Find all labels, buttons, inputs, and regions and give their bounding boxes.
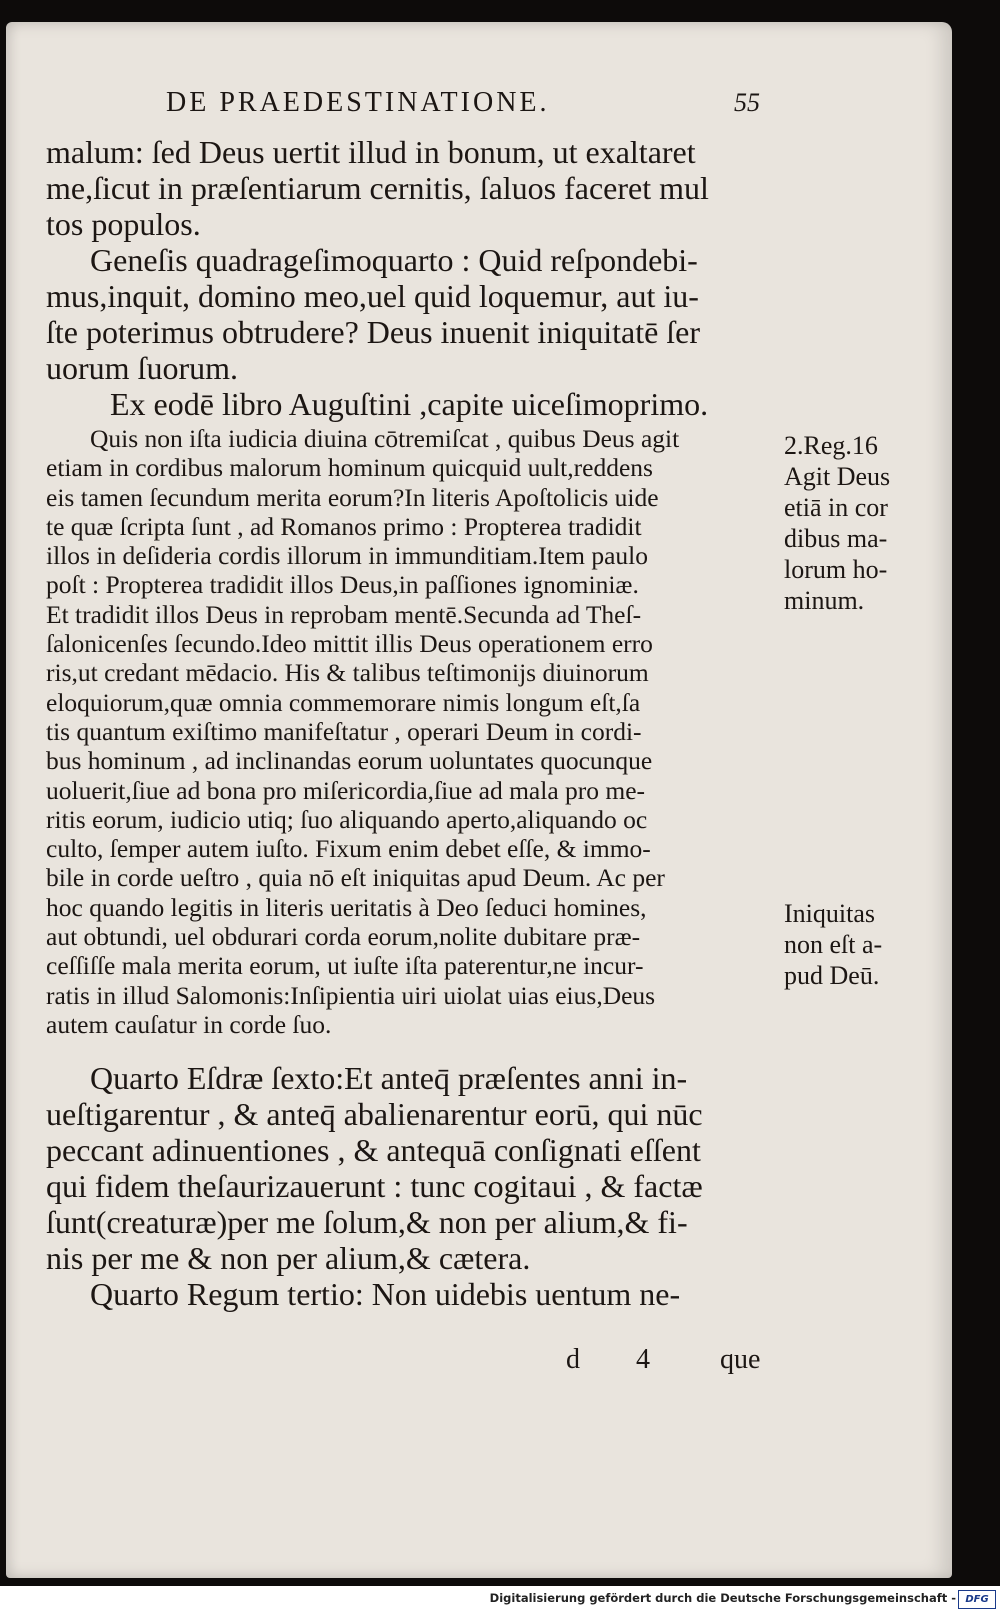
margin-line: Iniquitas — [784, 899, 875, 928]
text-line: ſunt(creaturæ)per me ſolum,& non per alium,& fi- — [46, 1204, 688, 1240]
margin-line: pud Deū. — [784, 961, 880, 990]
body-text-bottom — [46, 1060, 703, 1312]
text-line: nis per me & non per alium,& cætera. — [46, 1240, 531, 1276]
text-line: etiam in cordibus malorum hominum quicquid uult,reddens — [46, 453, 653, 483]
section-heading: Ex eodē libro Auguſtini ,capite uiceſimoprimo. — [110, 386, 709, 422]
text-line: Quarto Regum tertio: Non uidebis uentum ne- — [90, 1276, 681, 1312]
footer-bar — [0, 1586, 1000, 1612]
text-line: ris,ut credant mēdacio. His & talibus teſtimonijs diuinorum — [46, 658, 649, 688]
text-line: hoc quando legitis in literis ueritatis à Deo ſeduci homines, — [46, 892, 647, 922]
text-line: ueſtigarentur , & anteq̄ abalienarentur eorū, qui nūc — [46, 1096, 703, 1132]
text-line: peccant adinuentiones , & antequā conſignati eſſent — [46, 1132, 701, 1168]
text-line: eloquiorum,quæ omnia commemorare nimis longum eſt,ſa — [46, 687, 641, 717]
body-text-quote — [46, 424, 679, 1039]
margin-line: Agit Deus — [784, 462, 891, 491]
marginal-note-iniquitas — [784, 898, 882, 991]
text-line: ceſſiſſe mala merita eorum, ut iuſte iſta paterentur,ne incur- — [46, 951, 644, 981]
text-line: tos populos. — [46, 206, 201, 242]
page-number: 55 — [734, 88, 760, 117]
text-line: me,ſicut in præſentiarum cernitis, ſaluos faceret mul — [46, 170, 709, 206]
text-line: ritis eorum, iudicio utiq; ſuo aliquando aperto,aliquando oc — [46, 804, 648, 834]
text-line: uoluerit,ſiue ad bona pro miſericordia,ſiue ad mala pro me- — [46, 775, 646, 805]
body-text-top — [46, 134, 709, 422]
text-line: mus,inquit, domino meo,uel quid loquemur, aut iu- — [46, 278, 699, 314]
book-page — [6, 22, 952, 1578]
text-line: Quis non iſta iudicia diuina cōtremiſcat , quibus Deus agit — [90, 424, 680, 453]
text-line: Et tradidit illos Deus in reprobam mentē.Secunda ad Theſ- — [46, 599, 642, 629]
margin-line: minum. — [784, 586, 865, 615]
text-line: ſte poterimus obtrudere? Deus inuenit iniquitatē ſer — [46, 314, 701, 350]
margin-line: lorum ho- — [784, 555, 888, 584]
running-head: DE PRAEDESTINATIONE. — [166, 87, 550, 118]
text-line: aut obtundi, uel obdurari corda eorum,nolite dubitare præ- — [46, 922, 641, 952]
text-line: qui fidem theſaurizauerunt : tunc cogitaui , & factæ — [46, 1168, 703, 1204]
text-line: eis tamen ſecundum merita eorum?In literis Apoſtolicis uide — [46, 482, 659, 512]
text-line: malum: ſed Deus uertit illud in bonum, ut exaltaret — [46, 134, 696, 170]
margin-line: etiā in cor — [784, 493, 888, 522]
catchword: que — [720, 1344, 761, 1375]
dfg-logo-icon: DFG — [958, 1590, 996, 1609]
text-line: ratis in illud Salomonis:Inſipientia uiri uiolat uias eius,Deus — [46, 980, 656, 1010]
text-line: poſt : Propterea tradidit illos Deus,in paſſiones ignominiæ. — [46, 570, 639, 600]
signature-number: 4 — [636, 1344, 650, 1375]
text-line: Quarto Eſdræ ſexto:Et anteq̄ præſentes anni in- — [90, 1060, 688, 1096]
footer-credit: Digitalisierung gefördert durch die Deutsche Forschungsgemeinschaft - — [489, 1591, 956, 1605]
margin-line: dibus ma- — [784, 524, 888, 553]
text-line: tis quantum exiſtimo manifeſtatur , operari Deum in cordi- — [46, 716, 642, 746]
text-line: culto, ſemper autem iuſto. Fixum enim debet eſſe, & immo- — [46, 834, 651, 864]
text-line: bile in corde ueſtro , quia nō eſt iniquitas apud Deum. Ac per — [46, 863, 665, 893]
margin-line: 2.Reg.16 — [784, 431, 878, 460]
text-line: Geneſis quadrageſimoquarto : Quid reſpondebi- — [90, 242, 698, 278]
text-line: ſalonicenſes ſecundo.Ideo mittit illis Deus operationem erro — [46, 629, 653, 659]
text-line: te quæ ſcripta ſunt , ad Romanos primo : Propterea tradidit — [46, 511, 642, 541]
text-line: uorum ſuorum. — [46, 350, 238, 386]
marginal-note-agit-deus — [784, 430, 890, 616]
text-line: illos in deſideria cordis illorum in immunditiam.Item paulo — [46, 541, 648, 571]
signature-mark: d — [566, 1344, 580, 1375]
text-line: autem cauſatur in corde ſuo. — [46, 1009, 332, 1039]
margin-line: non eſt a- — [784, 930, 883, 959]
text-line: bus hominum , ad inclinandas eorum uoluntates quocunque — [46, 746, 653, 776]
